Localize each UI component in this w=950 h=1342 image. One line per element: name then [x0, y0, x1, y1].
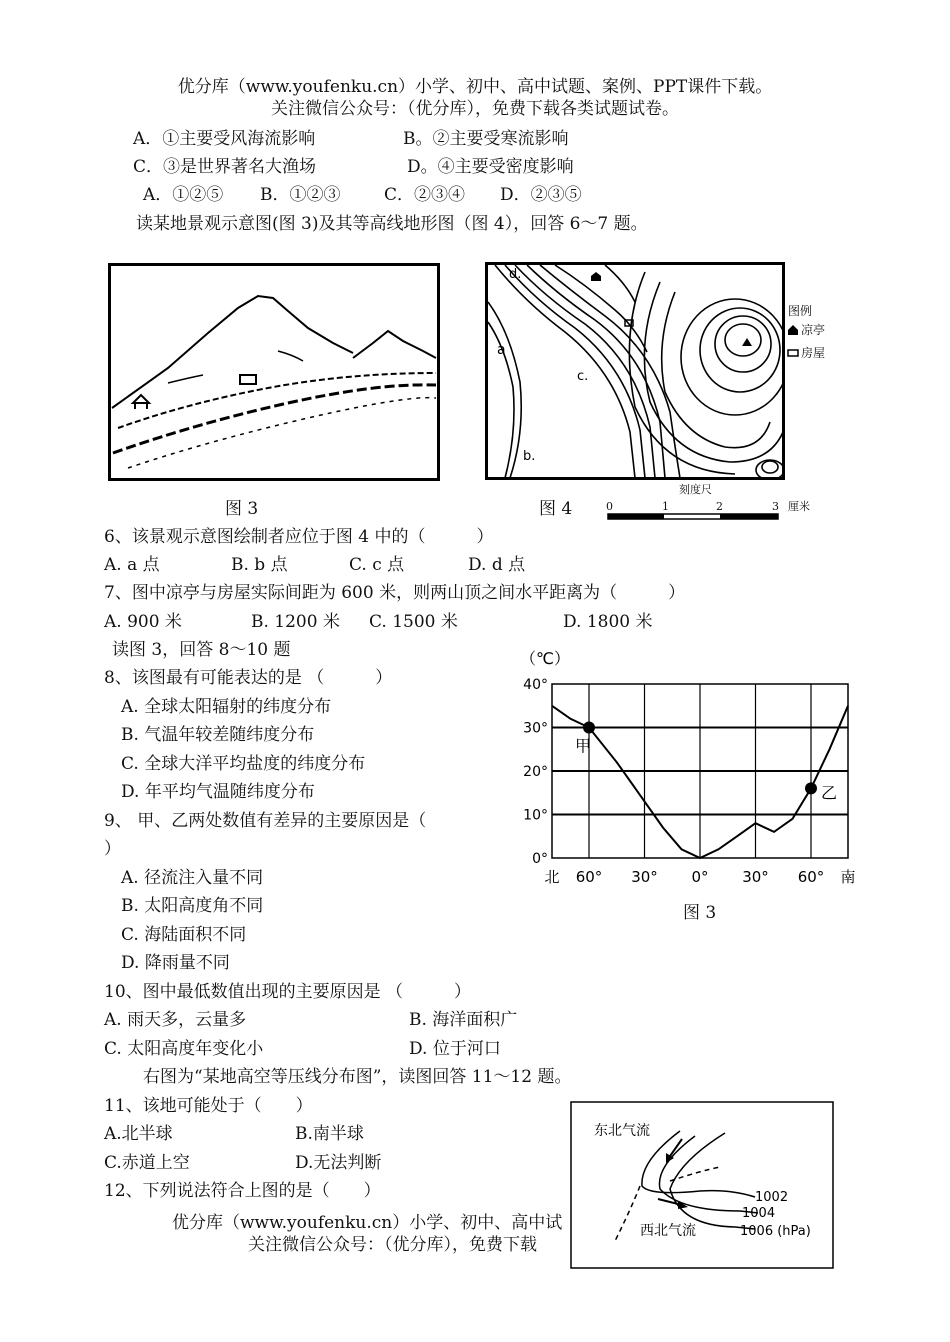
chart-point-label: 甲 [575, 736, 592, 756]
chart-x-tick: 30° [631, 868, 658, 886]
q11-stem: 11、该地可能处于（ ） [104, 1096, 313, 1116]
q5-combo-a: A．①②⑤ [143, 185, 224, 205]
q6-option-c: C. c 点 [349, 555, 405, 575]
q10-option-c: C. 太阳高度年变化小 [104, 1039, 264, 1059]
q9-stem-close: ） [104, 839, 121, 859]
q9-option-a: A. 径流注入量不同 [121, 868, 264, 888]
chart-x-tick: 南 [840, 868, 856, 886]
q5-option-c: C．③是世界著名大渔场 [133, 157, 317, 177]
chart-ylabel: （℃） [520, 649, 570, 668]
q11-option-d: D.无法判断 [295, 1153, 382, 1173]
fig3-caption: 图 3 [225, 499, 259, 519]
legend-pavilion: 凉亭 [801, 323, 826, 337]
isobar-1004: 1004 [742, 1206, 776, 1221]
intro-11-12: 右图为“某地高空等压线分布图”，读图回答 11～12 题。 [143, 1067, 572, 1087]
chart-grid [552, 684, 848, 858]
q8-stem: 8、该图最有可能表达的是 （ ） [104, 668, 393, 688]
q7-option-a: A. 900 米 [104, 612, 182, 632]
nw-flow-label: 西北气流 [640, 1223, 696, 1239]
legend-house: 房屋 [801, 346, 826, 360]
scale-bar [607, 512, 779, 522]
q5-combo-d: D．②③⑤ [500, 185, 582, 205]
fig4-label-b: b. [523, 449, 536, 464]
q10-option-a: A. 雨天多，云量多 [104, 1010, 247, 1030]
q10-option-b: B. 海洋面积广 [409, 1010, 518, 1030]
isobar-1006: 1006 (hPa) [740, 1224, 811, 1239]
scale-unit: 厘米 [788, 500, 810, 513]
q12-stem: 12、下列说法符合上图的是（ ） [104, 1181, 381, 1201]
house-icon [787, 348, 799, 358]
q9-stem: 9、 甲、乙两处数值有差异的主要原因是（ [104, 811, 427, 831]
q9-option-b: B. 太阳高度角不同 [121, 896, 264, 916]
scale-title: 刻度尺 [679, 483, 712, 496]
footer-line-2: 关注微信公众号：（优分库），免费下载 [248, 1235, 537, 1255]
chart-y-tick: 30° [523, 720, 548, 737]
q7-stem: 7、图中凉亭与房屋实际间距为 600 米，则两山顶之间水平距离为（ ） [104, 583, 686, 603]
scale-tick-1: 1 [662, 500, 669, 513]
chart-y-tick: 10° [523, 807, 548, 824]
landscape-sketch [108, 263, 440, 481]
q5-combo-c: C．②③④ [384, 185, 466, 205]
chart-point-marker [583, 722, 595, 734]
chart-x-tick: 0° [691, 868, 709, 886]
chart-y-tick: 20° [523, 764, 548, 780]
q6-option-b: B. b 点 [231, 555, 288, 575]
q9-option-d: D. 降雨量不同 [121, 953, 230, 973]
intro-8-10: 读图 3，回答 8～10 题 [112, 640, 291, 660]
pavilion-icon [787, 324, 799, 336]
chart-y-tick: 40° [523, 677, 548, 693]
chart-tick-labels [523, 677, 855, 886]
footer-line-1: 优分库（www.youfenku.cn）小学、初中、高中试 [172, 1213, 563, 1233]
chart-points [575, 722, 837, 803]
q10-option-d: D. 位于河口 [409, 1039, 501, 1059]
q7-option-b: B. 1200 米 [251, 612, 340, 632]
intro-6-7: 读某地景观示意图(图 3)及其等高线地形图（图 4），回答 6～7 题。 [136, 214, 648, 234]
header-line-2: 关注微信公众号：（优分库），免费下载各类试题试卷。 [271, 99, 679, 119]
q7-option-c: C. 1500 米 [369, 612, 458, 632]
fig4-label-a: a [497, 342, 506, 358]
chart-point-marker [805, 782, 817, 794]
scale-tick-0: 0 [606, 500, 613, 513]
q8-option-a: A. 全球太阳辐射的纬度分布 [121, 697, 332, 717]
q8-option-c: C. 全球大洋平均盐度的纬度分布 [121, 754, 366, 774]
fig4-caption: 图 4 [539, 499, 573, 519]
chart-caption: 图 3 [683, 903, 717, 923]
q11-option-b: B.南半球 [295, 1124, 364, 1144]
q11-option-a: A.北半球 [104, 1124, 173, 1144]
q8-option-d: D. 年平均气温随纬度分布 [121, 782, 315, 802]
chart-point-label: 乙 [821, 783, 838, 803]
contour-map [485, 262, 785, 480]
header-line-1: 优分库（www.youfenku.cn）小学、初中、高中试题、案例、PPT课件下载。 [177, 77, 773, 97]
q10-stem: 10、图中最低数值出现的主要原因是 （ ） [104, 982, 472, 1002]
fig4-label-c: c. [577, 369, 589, 384]
q7-option-d: D. 1800 米 [563, 612, 653, 632]
legend-title: 图例 [788, 304, 813, 318]
chart-x-tick: 30° [742, 868, 769, 886]
q11-option-c: C.赤道上空 [104, 1153, 190, 1173]
q8-option-b: B. 气温年较差随纬度分布 [121, 725, 315, 745]
chart-y-tick: 0° [532, 851, 548, 867]
q5-option-d: D。④主要受密度影响 [407, 157, 574, 177]
q9-option-c: C. 海陆面积不同 [121, 925, 247, 945]
q6-option-a: A. a 点 [104, 555, 160, 575]
q5-option-a: A．①主要受风海流影响 [133, 129, 316, 149]
latitude-line-chart [510, 642, 860, 892]
chart-x-tick: 60° [575, 868, 603, 886]
ne-flow-label: 东北气流 [594, 1123, 650, 1139]
q5-combo-b: B．①②③ [260, 185, 341, 205]
chart-x-tick: 北 [544, 868, 560, 886]
scale-tick-2: 2 [716, 500, 723, 513]
q6-stem: 6、该景观示意图绘制者应位于图 4 中的（ ） [104, 527, 494, 547]
chart-x-tick: 60° [797, 868, 825, 886]
isobar-1002: 1002 [755, 1190, 789, 1205]
scale-tick-3: 3 [772, 500, 779, 513]
isobar-map [570, 1101, 836, 1271]
fig4-label-d: d. [509, 267, 522, 282]
q6-option-d: D. d 点 [468, 555, 526, 575]
q5-option-b: B。②主要受寒流影响 [403, 129, 569, 149]
